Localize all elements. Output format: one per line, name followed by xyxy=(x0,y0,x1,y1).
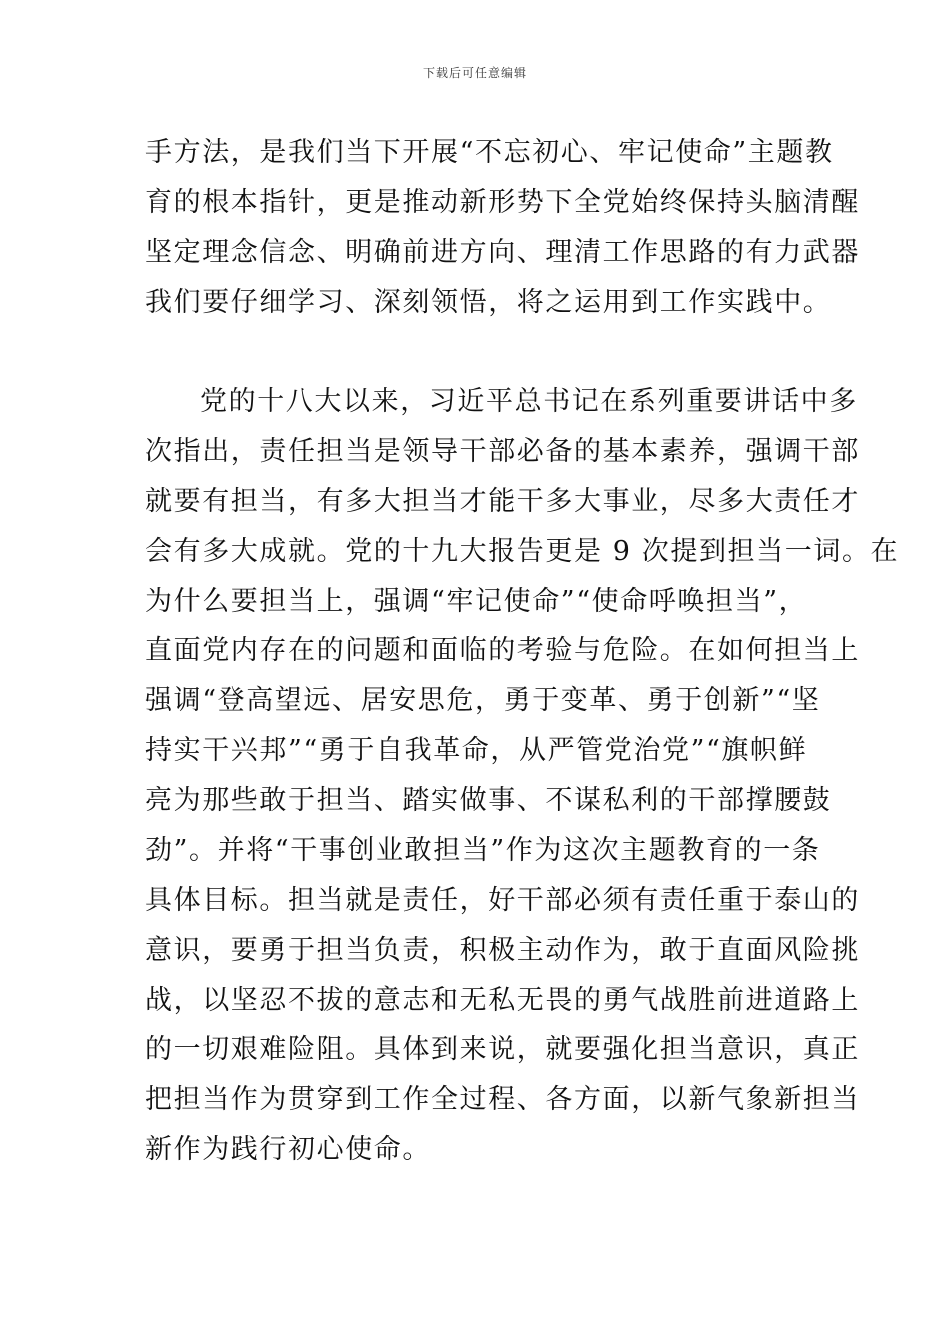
paragraph-line: 次指出，责任担当是领导干部必备的基本素养，强调干部 xyxy=(145,436,860,467)
paragraph-line: 战，以坚忍不拔的意志和无私无畏的勇气战胜前进道路上 xyxy=(145,985,860,1016)
paragraph-line: 意识，要勇于担当负责，积极主动作为，敢于直面风险挑 xyxy=(145,935,860,966)
paragraph-line: 为什么要担当上，强调“牢记使命”“使命呼唤担当”， xyxy=(145,586,808,617)
paragraph-line: 会有多大成就。党的十九大报告更是 9 次提到担当一词。在 xyxy=(145,536,900,567)
paragraph-line: 具体目标。担当就是责任，好干部必须有责任重于泰山的 xyxy=(145,885,860,916)
paragraph-line: 新作为践行初心使命。 xyxy=(145,1134,431,1165)
paragraph-line: 直面党内存在的问题和面临的考验与危险。在如何担当上 xyxy=(145,635,860,666)
paragraph-line: 就要有担当，有多大担当才能干多大事业，尽多大责任才 xyxy=(145,486,860,517)
paragraph-line: 坚定理念信念、明确前进方向、理清工作思路的有力武器 xyxy=(145,237,860,268)
paragraph-line: 亮为那些敢于担当、踏实做事、不谋私利的干部撑腰鼓 xyxy=(145,785,832,816)
header-note: 下载后可任意编辑 xyxy=(422,66,527,80)
paragraph-line: 强调“登高望远、居安思危，勇于变革、勇于创新”“坚 xyxy=(145,685,821,716)
paragraph-line: 把担当作为贯穿到工作全过程、各方面，以新气象新担当 xyxy=(145,1084,860,1115)
paragraph-line: 劲”。并将“干事创业敢担当”作为这次主题教育的一条 xyxy=(145,835,821,866)
paragraph-line: 的一切艰难险阻。具体到来说，就要强化担当意识，真正 xyxy=(145,1034,860,1065)
paragraph-line: 手方法，是我们当下开展“不忘初心、牢记使命”主题教 xyxy=(145,137,834,168)
paragraph-line: 我们要仔细学习、深刻领悟，将之运用到工作实践中。 xyxy=(145,287,832,318)
paragraph-line: 党的十八大以来，习近平总书记在系列重要讲话中多 xyxy=(200,386,858,417)
paragraph-line: 育的根本指针，更是推动新形势下全党始终保持头脑清醒 xyxy=(145,187,860,218)
paragraph-line: 持实干兴邦”“勇于自我革命，从严管党治党”“旗帜鲜 xyxy=(145,735,808,766)
